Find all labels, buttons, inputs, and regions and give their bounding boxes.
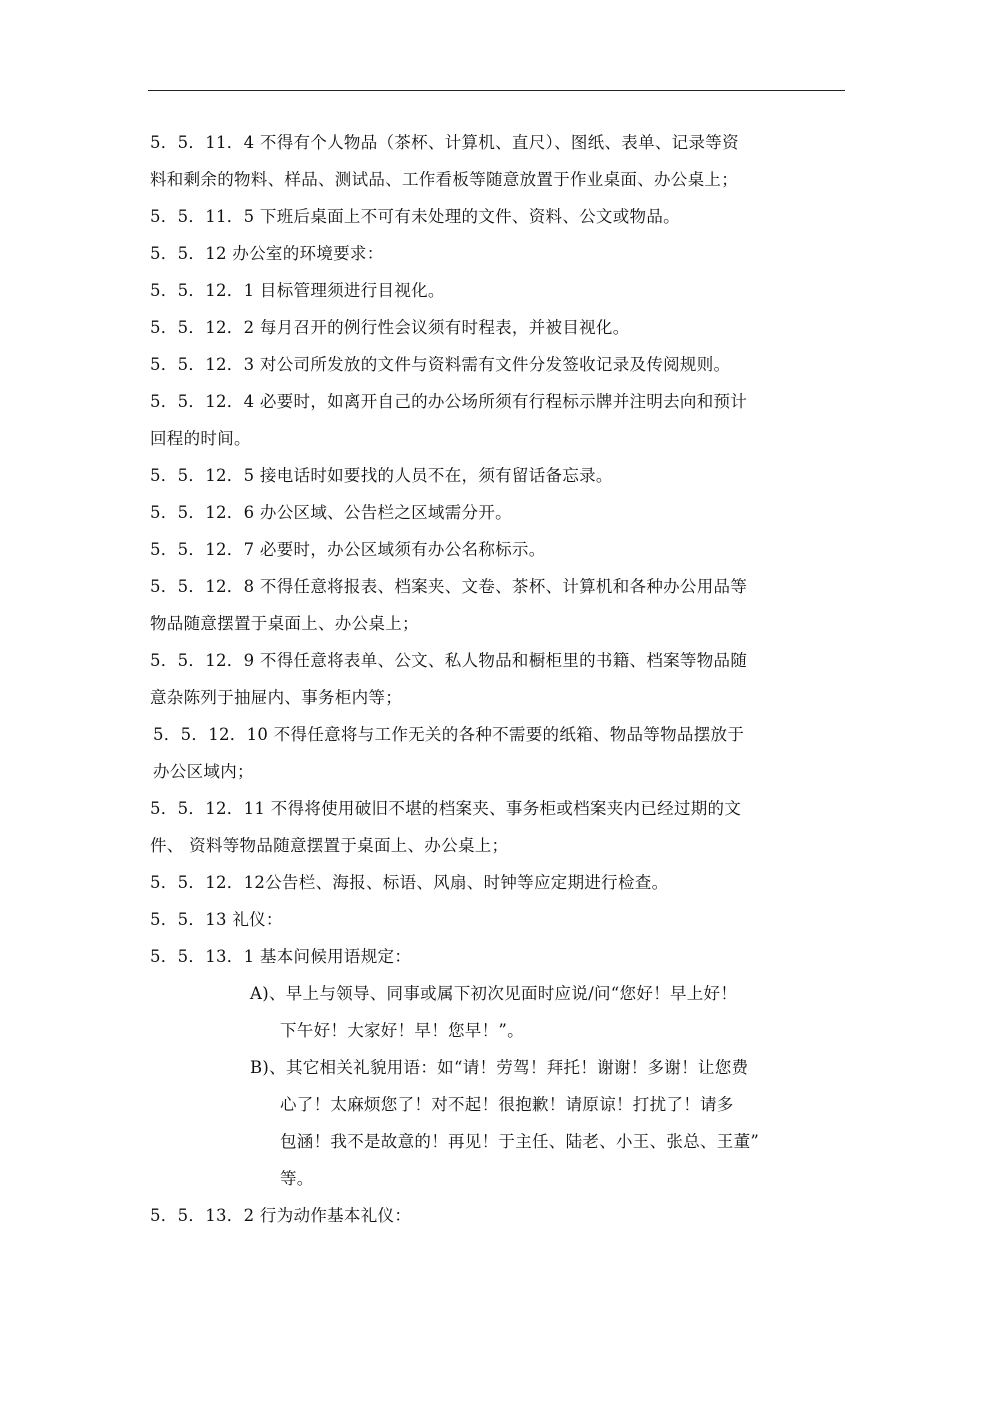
paragraph-line: 5．5．13．1 基本问候用语规定： — [150, 947, 412, 966]
paragraph-line: 5．5．12．6 办公区域、公告栏之区域需分开。 — [150, 503, 512, 522]
list-item: B)、其它相关礼貌用语：如“请！劳驾！拜托！谢谢！多谢！让您费 — [250, 1058, 749, 1077]
section-heading: 5．5．13 礼仪： — [150, 910, 283, 929]
paragraph-line: 回程的时间。 — [150, 429, 251, 448]
paragraph-line: 5．5．12．11 不得将使用破旧不堪的档案夹、事务柜或档案夹内已经过期的文 — [150, 799, 742, 818]
paragraph-line: 5．5．11．4 不得有个人物品（茶杯、计算机、直尺）、图纸、表单、记录等资 — [150, 133, 739, 152]
section-heading: 5．5．12 办公室的环境要求： — [150, 244, 384, 263]
paragraph-line: 意杂陈列于抽屉内、事务柜内等； — [150, 688, 402, 707]
paragraph-line: 5．5．12．5 接电话时如要找的人员不在，须有留话备忘录。 — [150, 466, 613, 485]
paragraph-line: 5．5．13．2 行为动作基本礼仪： — [150, 1206, 412, 1225]
paragraph-line: 件、 资料等物品随意摆置于桌面上、办公桌上； — [150, 836, 509, 855]
paragraph-line: 物品随意摆置于桌面上、办公桌上； — [150, 614, 419, 633]
paragraph-line: 5．5．12．4 必要时，如离开自己的办公场所须有行程标示牌并注明去向和预计 — [150, 392, 748, 411]
paragraph-line: 料和剩余的物料、样品、测试品、工作看板等随意放置于作业桌面、办公桌上； — [150, 170, 738, 189]
document-body — [150, 124, 850, 1234]
paragraph-line: 5．5．12．12公告栏、海报、标语、风扇、时钟等应定期进行检查。 — [150, 873, 669, 892]
header-rule — [148, 90, 845, 91]
paragraph-line: 5．5．12．8 不得任意将报表、档案夹、文卷、茶杯、计算机和各种办公用品等 — [150, 577, 748, 596]
list-item-continuation: 包涵！我不是故意的！再见！于主任、陆老、小王、张总、王董” — [280, 1132, 760, 1151]
paragraph-line: 5．5．12．7 必要时，办公区域须有办公名称标示。 — [150, 540, 546, 559]
list-item-continuation: 等。 — [280, 1169, 314, 1188]
paragraph-line: 5．5．12．2 每月召开的例行性会议须有时程表，并被目视化。 — [150, 318, 630, 337]
paragraph-line: 5．5．12．10 不得任意将与工作无关的各种不需要的纸箱、物品等物品摆放于 — [153, 725, 745, 744]
paragraph-line: 5．5．11．5 下班后桌面上不可有未处理的文件、资料、公文或物品。 — [150, 207, 680, 226]
list-item-continuation: 心了！太麻烦您了！对不起！很抱歉！请原谅！打扰了！请多 — [280, 1095, 734, 1114]
paragraph-line: 5．5．12．9 不得任意将表单、公文、私人物品和橱柜里的书籍、档案等物品随 — [150, 651, 748, 670]
paragraph-line: 5．5．12．3 对公司所发放的文件与资料需有文件分发签收记录及传阅规则。 — [150, 355, 731, 374]
paragraph-line: 5．5．12．1 目标管理须进行目视化。 — [150, 281, 445, 300]
list-item: A)、早上与领导、同事或属下初次见面时应说/问“您好！早上好！ — [250, 984, 738, 1003]
list-item-continuation: 下午好！大家好！早！您早！”。 — [280, 1021, 524, 1040]
paragraph-line: 办公区域内； — [153, 762, 254, 781]
